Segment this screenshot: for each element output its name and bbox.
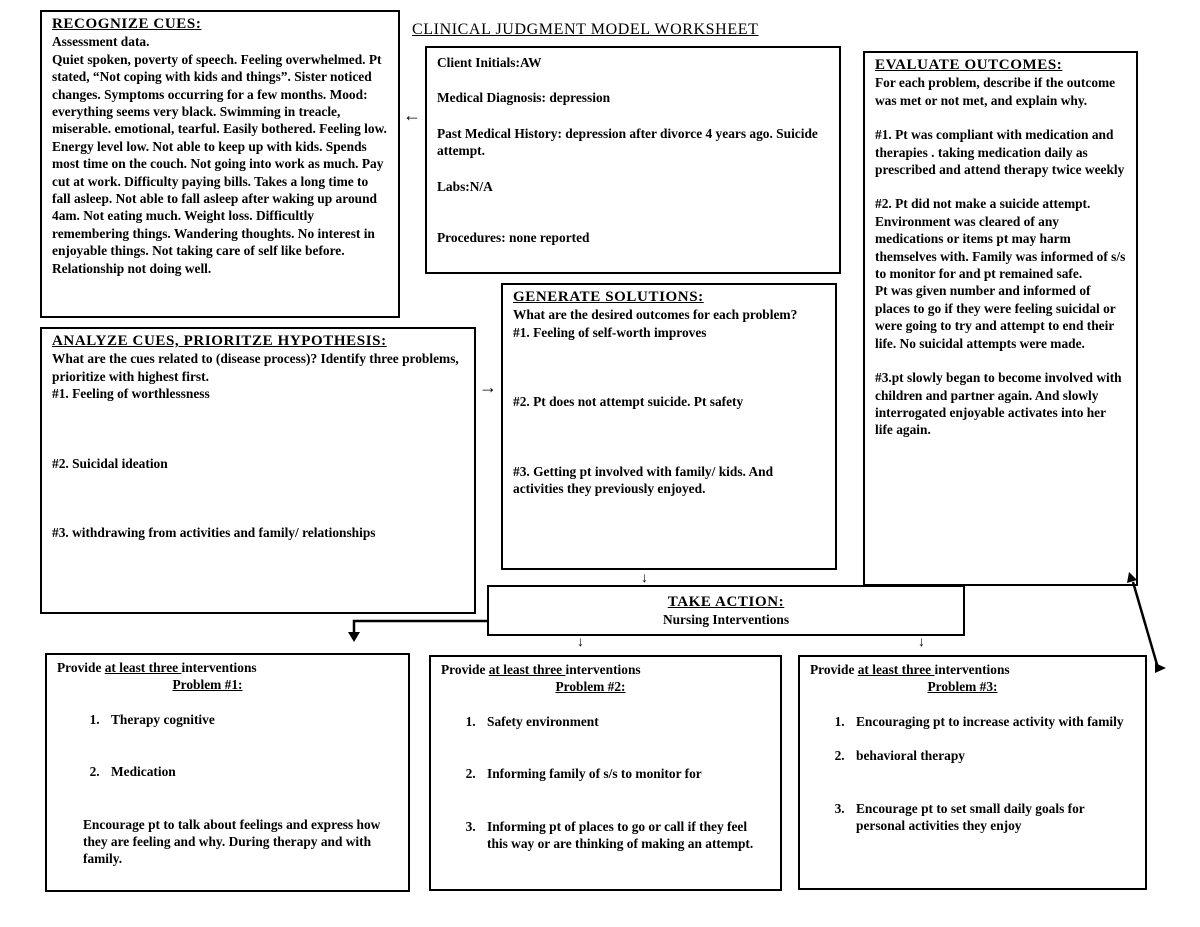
intervention-2-3: 3. Informing pt of places to go or call if they feel this way or are thinking of making an attempt. (479, 818, 770, 853)
evaluate-prompt: For each problem, describe if the outcome was met or not met, and explain why. (875, 75, 1116, 108)
interventions-problem-3-box (798, 655, 1147, 890)
intervention-1-extra: Encourage pt to talk about feelings and express how they are feeling and why. During therapy and with family. (83, 816, 381, 867)
medical-history: Past Medical History: depression after divorce 4 years ago. Suicide attempt. (437, 125, 818, 159)
interventions-problem-2-box (429, 655, 782, 891)
outcome-2: #2. Pt did not make a suicide attempt. Environment was cleared of any medications or items pt may harm themselves with. Family was informed of s/s to monitor for and pt remained safe. (875, 196, 1126, 282)
intervention-3-1: 1. Encouraging pt to increase activity with family (848, 713, 1135, 730)
outcome-1: #1. Pt was compliant with medication and therapies . taking medication daily as prescribed and attend therapy twice weekly (875, 127, 1125, 178)
intervention-3-2: 2. behavioral therapy (848, 747, 1135, 764)
arrow-down-to-action: ↓ (641, 571, 648, 586)
intervention-1-2: 2. Medication (103, 763, 398, 780)
recognize-cues-header: RECOGNIZE CUES: (52, 16, 202, 32)
arrow-left: ← (403, 105, 421, 125)
page-title: CLINICAL JUDGMENT MODEL WORKSHEET (412, 21, 759, 38)
problem-3: #3. withdrawing from activities and family/ relationships (52, 525, 376, 541)
problem-3-label: Problem #3: (927, 679, 998, 695)
problem-1-label: Problem #1: (172, 677, 243, 693)
nursing-interventions-label: Nursing Interventions (662, 612, 790, 628)
assessment-text: Quiet spoken, poverty of speech. Feeling overwhelmed. Pt stated, “Not coping with kids and things”. Sister noticed changes. Symptoms occurring for a few months. Mood: everything seems very black. Swimming in treacle, miserable. emotional, tearful. Easily bothered. Feeling low. Energy level low. Not able to keep up with kids. Spends most time on the couch. Not going into work as much. Pay cut at work. Difficulty paying bills. Takes a long time to fall asleep. Not able to fall asleep after waking up around 4am. Not eating much. Weight loss. Difficultly remembering things. Wandering thoughts. No interest in enjoyable things. Not taking care of self like before. Relationship not doing well. (52, 51, 387, 276)
arrow-down-problem-3: ↓ (918, 635, 925, 650)
provide-instruction: Provide at least three interventions (810, 662, 1010, 677)
interventions-problem-1-box (45, 653, 410, 892)
intervention-2-1: 1. Safety environment (479, 713, 770, 730)
problem-2-label: Problem #2: (555, 679, 626, 695)
arrow-right: → (479, 377, 497, 397)
labs: Labs:N/A (437, 178, 493, 194)
intervention-2-2: 2. Informing family of s/s to monitor for (479, 765, 770, 782)
analyze-cues-header: ANALYZE CUES, PRIORITZE HYPOTHESIS: (52, 333, 387, 349)
procedures: Procedures: none reported (437, 230, 590, 246)
generate-solutions-header: GENERATE SOLUTIONS: (513, 289, 704, 305)
arrow-down-problem-2: ↓ (577, 635, 584, 650)
provide-instruction: Provide at least three interventions (57, 660, 257, 675)
problem-2: #2. Suicidal ideation (52, 455, 168, 471)
desired-outcome-3: #3. Getting pt involved with family/ kids. And activities they previously enjoyed. (513, 463, 774, 497)
outcome-2-detail: Pt was given number and informed of places to go if they were feeling suicidal or were going to try and attempt to end their life. No suicidal attempts were made. (875, 283, 1116, 351)
take-action-header: TAKE ACTION: (667, 594, 785, 610)
provide-instruction: Provide at least three interventions (441, 662, 641, 677)
intervention-3-3: 3. Encourage pt to set small daily goals for personal activities they enjoy (848, 800, 1135, 835)
desired-outcome-2: #2. Pt does not attempt suicide. Pt safety (513, 394, 744, 410)
assessment-label: Assessment data. (52, 34, 150, 50)
intervention-1-1: 1. Therapy cognitive (103, 711, 398, 728)
client-initials: Client Initials:AW (437, 55, 542, 70)
medical-diagnosis: Medical Diagnosis: depression (437, 90, 611, 106)
problem-1: #1. Feeling of worthlessness (52, 386, 210, 402)
desired-outcome-1: #1. Feeling of self-worth improves (513, 324, 707, 340)
outcome-3: #3.pt slowly began to become involved with children and partner again. And slowly interrogated enjoyable activates into her life again. (875, 370, 1122, 438)
analyze-prompt: What are the cues related to (disease process)? Identify three problems, prioritize with highest first. (52, 351, 459, 384)
generate-prompt: What are the desired outcomes for each problem? (513, 307, 798, 323)
evaluate-outcomes-header: EVALUATE OUTCOMES: (875, 57, 1063, 73)
